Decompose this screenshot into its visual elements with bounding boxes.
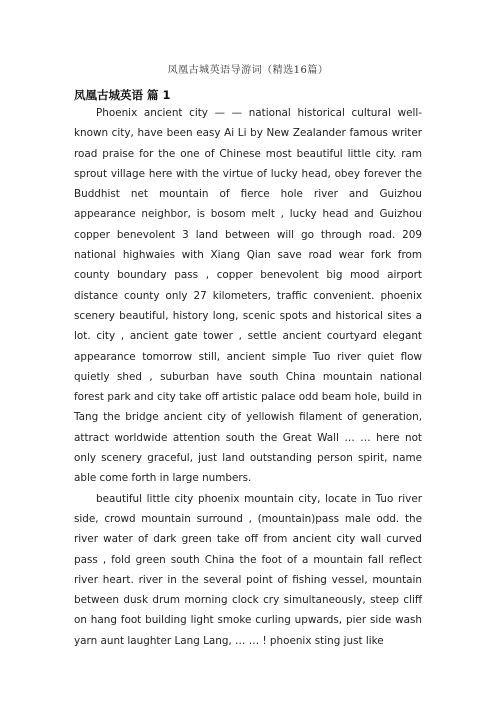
document-title: 凤凰古城英语导游词（精选16篇） bbox=[167, 65, 329, 76]
paragraph: beautiful little city phoenix mountain city, locate in Tuo river side, crowd mountain surround , (mountain)pass male odd. the river water of dark green take off from ancient city wall curved pass , fold green south China the foot of a mountain fall reflect river heart. river in the several point of fishing vessel, mountain between dusk drum morning clock cry simultaneously, steep cliff on hang foot building light smoke curling upwards, pier side wash yarn aunt laughter Lang Lang, … … ! phoenix sting just like bbox=[74, 492, 422, 647]
body-text bbox=[74, 103, 422, 651]
paragraph: Phoenix ancient city — — national historical cultural well-known city, have been easy Ai Li by New Zealander famous writer road praise for the one of Chinese most beautiful little city. ram sprout village here with the virtue of lucky head, obey forever the Buddhist net mountain of fierce hole river and Guizhou appearance neighbor, is bosom melt , lucky head and Guizhou copper benevolent 3 land between will go through road. 209 national highwaies with Xiang Qian save road wear fork from county boundary pass , copper benevolent big mood airport distance county only 27 kilometers, traffic convenient. phoenix scenery beautiful, history long, scenic spots and historical sites a lot. city , ancient gate tower , settle ancient courtyard elegant appearance tomorrow still, ancient simple Tuo river quiet flow quietly shed , suburban have south China mountain national forest park and city take off artistic palace odd beam hole, build in Tang the bridge ancient city of yellowish filament of generation, attract worldwide attention south the Great Wall … … here not only scenery graceful, just land outstanding person spirit, name able come forth in large numbers. bbox=[74, 107, 422, 485]
section-heading: 凤凰古城英语 篇 1 bbox=[74, 88, 171, 102]
